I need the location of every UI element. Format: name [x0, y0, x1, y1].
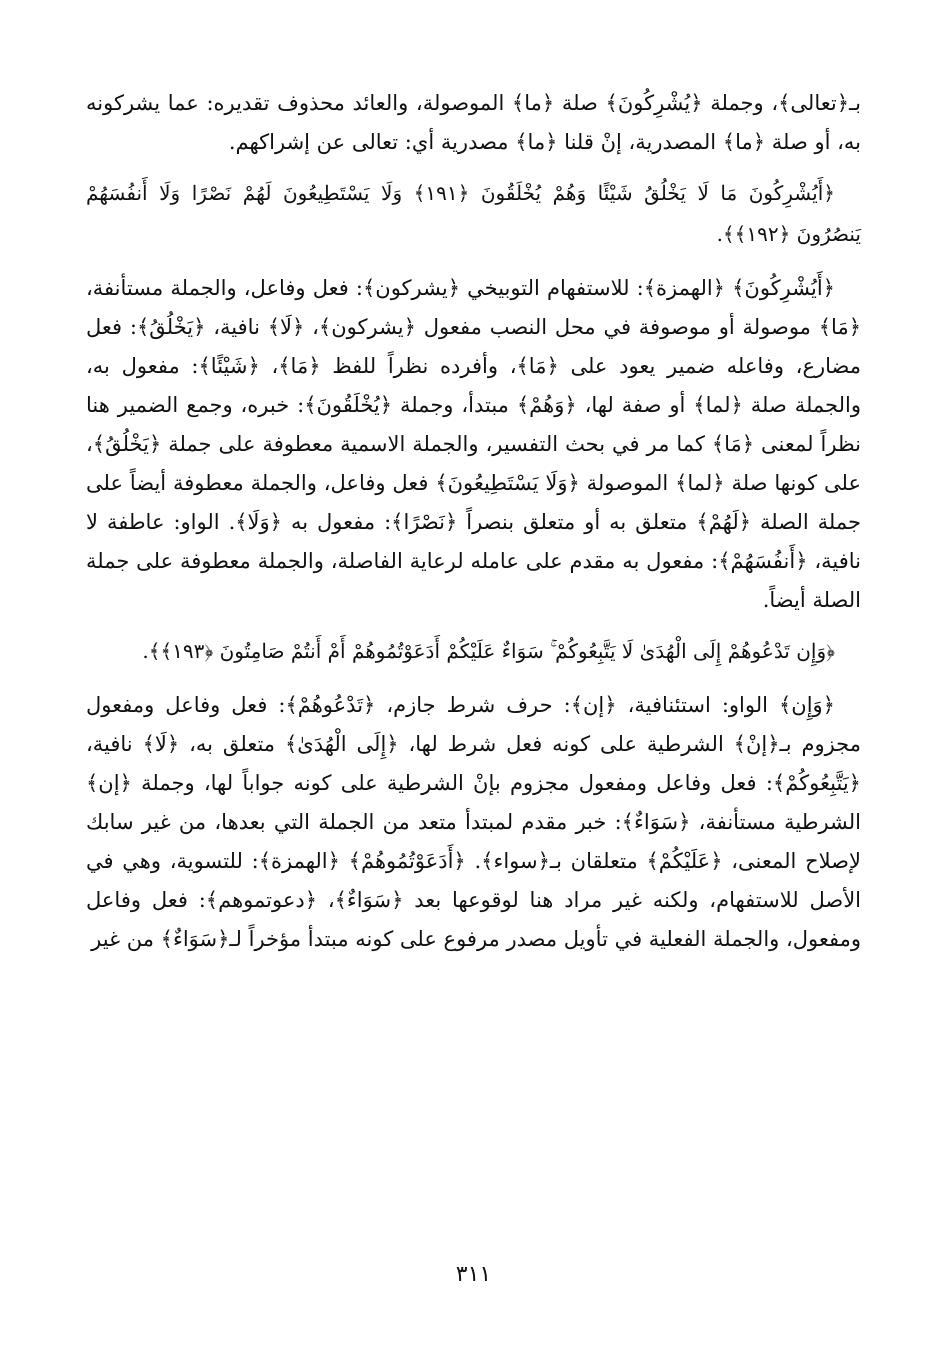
quran-verse-191-192: ﴿أَيُشْرِكُونَ مَا لَا يَخْلُقُ شَيْئًا وَهُمْ يُخْلَقُونَ ﴿١٩١﴾ وَلَا يَسْتَطِيعُونَ لَهُمْ نَصْرًا وَلَا أَنفُسَهُمْ يَنصُرُونَ ﴿١٩٢﴾﴾. [86, 181, 861, 246]
page-number: ٣١١ [455, 1262, 492, 1287]
quran-verse-193: ﴿وَإِن تَدْعُوهُمْ إِلَى الْهُدَىٰ لَا يَتَّبِعُوكُمْ ۚ سَوَاءٌ عَلَيْكُمْ أَدَعَوْتُمُوهُمْ أَمْ أَنتُمْ صَامِتُونَ ﴿١٩٣﴾﴾. [142, 639, 835, 663]
paragraph-1: بـ﴿تعالى﴾، وجملة ﴿يُشْرِكُونَ﴾ صلة ﴿ما﴾ الموصولة، والعائد محذوف تقديره: عما يشركونه به، أو صلة ﴿ما﴾ المصدرية، إنْ قلنا ﴿ما﴾ مصدرية أي: تعالى عن إشراكهم. [86, 91, 861, 154]
paragraph-3: ﴿أَيُشْرِكُونَ﴾ ﴿الهمزة﴾: للاستفهام التوبيخي ﴿يشركون﴾: فعل وفاعل، والجملة مستأنفة، ﴿مَا﴾ موصولة أو موصوفة في محل النصب مفعول ﴿يشركون﴾، ﴿لَا﴾ نافية، ﴿يَخْلُقُ﴾: فعل مضارع، وفاعله ضمير يعود على ﴿مَا﴾، وأفرده نظراً للفظ ﴿مَا﴾، ﴿شَيْئًا﴾: مفعول به، والجملة صلة ﴿لما﴾ أو صفة لها، ﴿وَهُمْ﴾ مبتدأ، وجملة ﴿يُخْلَقُونَ﴾: خبره، وجمع الضمير هنا نظراً لمعنى ﴿مَا﴾ كما مر في بحث التفسير، والجملة الاسمية معطوفة على جملة ﴿يَخْلُقُ﴾، على كونها صلة ﴿لما﴾ الموصولة ﴿وَلَا يَسْتَطِيعُونَ﴾ فعل وفاعل، والجملة معطوفة أيضاً على جملة الصلة ﴿لَهُمْ﴾ متعلق به أو متعلق بنصراً ﴿نَصْرًا﴾: مفعول به ﴿وَلَا﴾. الواو: عاطفة لا نافية، ﴿أَنفُسَهُمْ﴾: مفعول به مقدم على عامله لرعاية الفاصلة، والجملة معطوفة على جملة الصلة أيضاً. [86, 276, 861, 612]
paragraph-5: ﴿وَإِن﴾ الواو: استئنافية، ﴿إن﴾: حرف شرط جازم، ﴿تَدْعُوهُمْ﴾: فعل وفاعل ومفعول مجزوم بـ﴿إنْ﴾ الشرطية على كونه فعل شرط لها، ﴿إِلَى الْهُدَىٰ﴾ متعلق به، ﴿لَا﴾ نافية، ﴿يَتَّبِعُوكُمْ﴾: فعل وفاعل ومفعول مجزوم بإنْ الشرطية على كونه جواباً لها، وجملة ﴿إن﴾ الشرطية مستأنفة، ﴿سَوَاءٌ﴾: خبر مقدم لمبتدأ متعد من الجملة التي بعدها، من غير سابك لإصلاح المعنى، ﴿عَلَيْكُمْ﴾ متعلقان بـ﴿سواء﴾. ﴿أَدَعَوْتُمُوهُمْ﴾ ﴿الهمزة﴾: للتسوية، وهي في الأصل للاستفهام، ولكنه غير مراد هنا لوقوعها بعد ﴿سَوَاءٌ﴾، ﴿دعوتموهم﴾: فعل وفاعل ومفعول، والجملة الفعلية في تأويل مصدر مرفوع على كونه مبتدأ مؤخراً لـ﴿سَوَاءٌ﴾ من غير [86, 693, 861, 951]
